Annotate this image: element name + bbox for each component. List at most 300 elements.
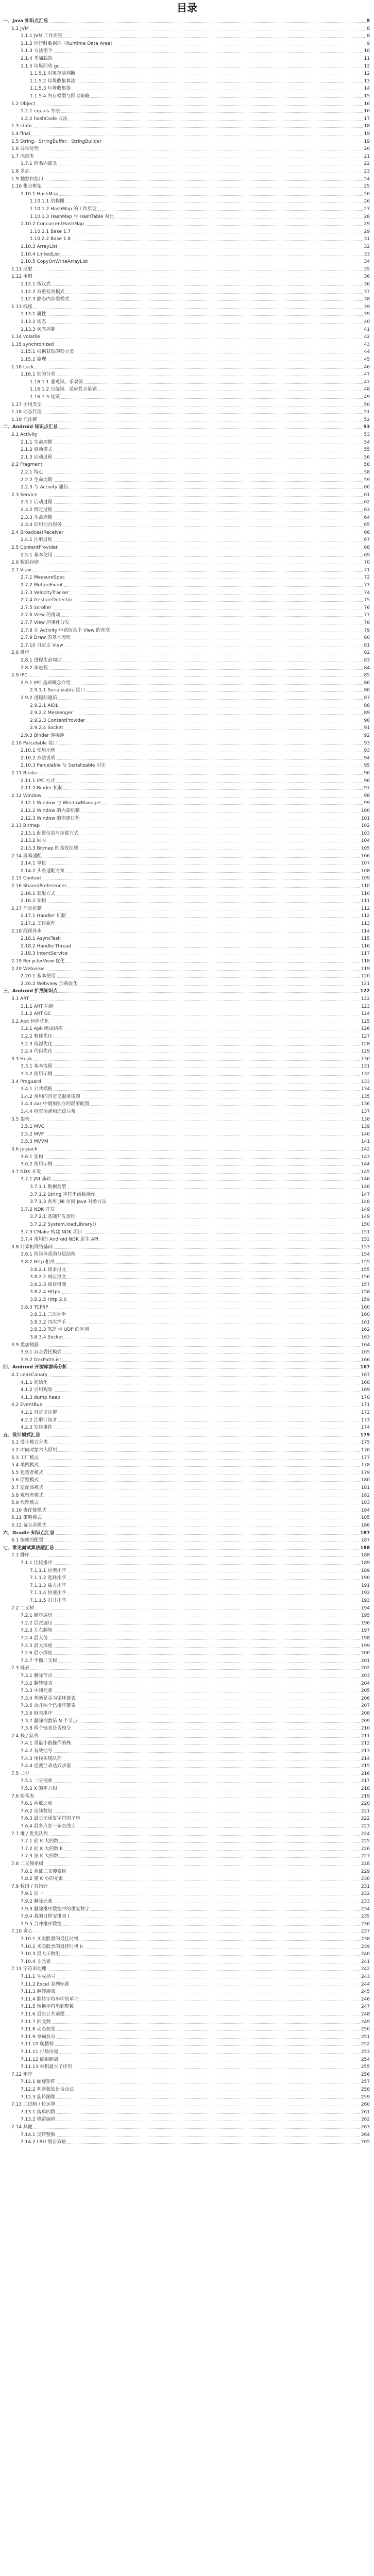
toc-entry[interactable]: [30, 1221, 370, 1228]
toc-entry[interactable]: [21, 2094, 370, 2101]
toc-entry[interactable]: [21, 446, 370, 453]
toc-entry[interactable]: [11, 905, 370, 912]
toc-entry[interactable]: [11, 2124, 370, 2131]
toc-entry[interactable]: [11, 1116, 370, 1123]
toc-entry[interactable]: [11, 1665, 370, 1672]
toc-entry[interactable]: [30, 1266, 370, 1274]
toc-entry[interactable]: [21, 830, 370, 837]
toc-entry-title: 7.11.12 编辑距离: [21, 2057, 59, 2062]
toc-entry[interactable]: [21, 1131, 370, 1138]
toc-entry[interactable]: [21, 732, 370, 739]
toc-entry[interactable]: [21, 943, 370, 950]
toc-entry[interactable]: [21, 1687, 370, 1694]
toc-entry[interactable]: [11, 1514, 370, 1521]
toc-entry[interactable]: [30, 724, 370, 732]
toc-entry[interactable]: [21, 1672, 370, 1680]
toc-entry[interactable]: [21, 747, 370, 754]
toc-entry[interactable]: [21, 1996, 370, 2003]
toc-entry[interactable]: [21, 1845, 370, 1853]
toc-entry[interactable]: [21, 311, 370, 318]
toc-entry[interactable]: [21, 1890, 370, 1897]
toc-entry[interactable]: [21, 1635, 370, 1642]
toc-entry[interactable]: [21, 191, 370, 198]
toc-entry[interactable]: [11, 965, 370, 973]
toc-entry[interactable]: [30, 70, 370, 77]
toc-entry[interactable]: [21, 514, 370, 521]
toc-entry[interactable]: [11, 958, 370, 965]
toc-entry[interactable]: [30, 1274, 370, 1281]
toc-entry[interactable]: [21, 1981, 370, 1988]
toc-entry[interactable]: [11, 100, 370, 108]
toc-entry[interactable]: [21, 63, 370, 70]
toc-entry[interactable]: [21, 665, 370, 672]
toc-entry[interactable]: [21, 506, 370, 514]
toc-entry[interactable]: [21, 1236, 370, 1243]
toc-entry[interactable]: [30, 1191, 370, 1198]
toc-entry[interactable]: [21, 1560, 370, 1567]
toc-entry[interactable]: [21, 108, 370, 115]
toc-entry[interactable]: [11, 1883, 370, 1890]
toc-entry[interactable]: [21, 2003, 370, 2010]
toc-entry[interactable]: [21, 251, 370, 258]
toc-entry[interactable]: [21, 912, 370, 920]
toc-entry[interactable]: [21, 1123, 370, 1130]
toc-entry[interactable]: [21, 1620, 370, 1627]
toc-entry[interactable]: [21, 2056, 370, 2063]
toc-entry[interactable]: [21, 1808, 370, 1815]
toc-entry[interactable]: [30, 1582, 370, 1589]
toc-entry[interactable]: [21, 2109, 370, 2116]
toc-entry[interactable]: [21, 348, 370, 355]
toc-entry[interactable]: [21, 160, 370, 167]
toc-entry[interactable]: [11, 649, 370, 656]
toc-entry[interactable]: [21, 1702, 370, 1709]
toc-entry[interactable]: [21, 1251, 370, 1258]
toc-entry[interactable]: [21, 973, 370, 980]
toc-entry[interactable]: [11, 461, 370, 468]
toc-entry[interactable]: [11, 883, 370, 890]
toc-entry[interactable]: [30, 1289, 370, 1296]
toc-entry-page-number: 154: [361, 1252, 370, 1258]
toc-entry[interactable]: [30, 709, 370, 717]
toc-entry-title: 1.7.1 匿名内部类: [21, 161, 57, 167]
toc-entry[interactable]: [21, 1988, 370, 1995]
toc-entry[interactable]: [21, 499, 370, 506]
toc-entry[interactable]: [21, 897, 370, 905]
toc-entry[interactable]: [11, 1168, 370, 1176]
toc-entry[interactable]: [30, 702, 370, 709]
toc-entry[interactable]: [21, 2078, 370, 2086]
toc-entry[interactable]: [11, 1770, 370, 1777]
toc-entry[interactable]: [21, 2011, 370, 2018]
toc-entry-page-number: 62: [364, 500, 370, 505]
toc-entry[interactable]: [11, 1552, 370, 1559]
toc-entry[interactable]: [21, 1853, 370, 1860]
toc-entry[interactable]: [11, 1342, 370, 1349]
toc-entry[interactable]: [11, 1056, 370, 1063]
toc-entry[interactable]: [21, 1063, 370, 1070]
toc-entry[interactable]: [11, 995, 370, 1003]
toc-entry[interactable]: [21, 1048, 370, 1055]
toc-entry[interactable]: [21, 1417, 370, 1424]
toc-entry[interactable]: [21, 1725, 370, 1732]
toc-entry-page-number: 160: [361, 1304, 370, 1310]
toc-entry[interactable]: [21, 484, 370, 491]
toc-entry[interactable]: [11, 1492, 370, 1499]
toc-entry[interactable]: [21, 1033, 370, 1040]
toc-entry[interactable]: [11, 2071, 370, 2078]
toc-entry[interactable]: [11, 1484, 370, 1492]
toc-entry[interactable]: [21, 845, 370, 852]
toc-entry[interactable]: [3, 1530, 370, 1537]
toc-entry[interactable]: [21, 318, 370, 326]
toc-entry[interactable]: [21, 755, 370, 762]
toc-entry[interactable]: [21, 1409, 370, 1416]
toc-entry[interactable]: [21, 627, 370, 634]
toc-entry[interactable]: [11, 153, 370, 160]
toc-entry[interactable]: [21, 1386, 370, 1394]
toc-entry[interactable]: [11, 770, 370, 777]
toc-entry[interactable]: [21, 1379, 370, 1386]
toc-entry[interactable]: [30, 394, 370, 401]
toc-entry[interactable]: [21, 2033, 370, 2041]
toc-entry[interactable]: [21, 1003, 370, 1010]
toc-entry[interactable]: [21, 1838, 370, 1845]
toc-entry[interactable]: [21, 1627, 370, 1634]
toc-entry[interactable]: [21, 326, 370, 333]
toc-entry[interactable]: [21, 2041, 370, 2048]
toc-entry[interactable]: [21, 2139, 370, 2146]
toc-entry-page-number: 26: [364, 199, 370, 205]
toc-entry[interactable]: [21, 680, 370, 687]
toc-entry[interactable]: [3, 1364, 370, 1371]
toc-entry[interactable]: [30, 1213, 370, 1221]
toc-entry[interactable]: [21, 289, 370, 296]
toc-entry[interactable]: [21, 258, 370, 265]
toc-entry[interactable]: [30, 386, 370, 393]
toc-entry[interactable]: [21, 1071, 370, 1078]
toc-entry[interactable]: [21, 1755, 370, 1762]
toc-entry[interactable]: [21, 1973, 370, 1980]
toc-entry[interactable]: [11, 1860, 370, 1868]
toc-entry[interactable]: [11, 1078, 370, 1086]
toc-entry[interactable]: [21, 1093, 370, 1100]
toc-entry[interactable]: [21, 521, 370, 529]
toc-entry[interactable]: [11, 492, 370, 499]
toc-entry[interactable]: [21, 1800, 370, 1807]
toc-entry[interactable]: [30, 1296, 370, 1303]
toc-entry[interactable]: [11, 1018, 370, 1025]
toc-entry[interactable]: [11, 1401, 370, 1409]
toc-entry[interactable]: [21, 800, 370, 807]
toc-entry[interactable]: [30, 1281, 370, 1289]
toc-entry[interactable]: [30, 687, 370, 694]
toc-entry[interactable]: [11, 1447, 370, 1454]
toc-entry[interactable]: [21, 837, 370, 844]
toc-entry[interactable]: [21, 619, 370, 626]
toc-entry[interactable]: [11, 1469, 370, 1477]
toc-entry[interactable]: [11, 792, 370, 800]
toc-entry[interactable]: [30, 85, 370, 92]
toc-entry-page-number: 142: [361, 1147, 370, 1152]
toc-entry-title: 7.4.3 用栈实现队列: [21, 1756, 62, 1761]
toc-entry[interactable]: [21, 552, 370, 559]
toc-entry[interactable]: [21, 2019, 370, 2026]
toc-entry[interactable]: [21, 1936, 370, 1943]
toc-entry[interactable]: [21, 1304, 370, 1311]
toc-entry[interactable]: [3, 1545, 370, 1552]
toc-entry[interactable]: [21, 1762, 370, 1770]
toc-entry[interactable]: [11, 168, 370, 175]
toc-entry[interactable]: [30, 717, 370, 724]
toc-entry[interactable]: [11, 1831, 370, 1838]
toc-entry[interactable]: [21, 950, 370, 957]
toc-entry[interactable]: [21, 115, 370, 123]
toc-entry[interactable]: [30, 1597, 370, 1604]
toc-entry[interactable]: [11, 2101, 370, 2108]
toc-entry[interactable]: [21, 1154, 370, 1161]
toc-entry[interactable]: [11, 416, 370, 423]
toc-entry[interactable]: [30, 235, 370, 243]
toc-entry[interactable]: [30, 228, 370, 235]
toc-entry-title: 7.2.5 最大深度: [21, 1643, 53, 1649]
toc-entry[interactable]: [11, 1733, 370, 1740]
toc-entry[interactable]: [21, 1259, 370, 1266]
toc-entry[interactable]: [11, 25, 370, 32]
toc-entry-title: 1.10.1 HashMap: [21, 191, 59, 197]
toc-entry[interactable]: [11, 544, 370, 551]
toc-entry[interactable]: [21, 1176, 370, 1183]
toc-entry[interactable]: [21, 477, 370, 484]
toc-entry[interactable]: [21, 1025, 370, 1032]
toc-entry[interactable]: [11, 529, 370, 536]
toc-entry[interactable]: [21, 1041, 370, 1048]
toc-entry[interactable]: [21, 762, 370, 769]
toc-entry[interactable]: [21, 860, 370, 867]
toc-entry-page-number: 170: [361, 1395, 370, 1400]
toc-entry[interactable]: [21, 1777, 370, 1785]
toc-entry[interactable]: [21, 1823, 370, 1830]
toc-entry[interactable]: [21, 1951, 370, 1958]
toc-entry[interactable]: [21, 597, 370, 604]
toc-entry[interactable]: [21, 281, 370, 288]
toc-entry[interactable]: [30, 379, 370, 386]
toc-entry[interactable]: [11, 928, 370, 935]
toc-entry[interactable]: [30, 1334, 370, 1341]
toc-entry[interactable]: [21, 1229, 370, 1236]
toc-entry[interactable]: [21, 1680, 370, 1687]
toc-entry[interactable]: [3, 1432, 370, 1439]
toc-entry[interactable]: [21, 356, 370, 363]
toc-entry[interactable]: [11, 1793, 370, 1800]
toc-entry[interactable]: [21, 454, 370, 461]
toc-entry[interactable]: [21, 1921, 370, 1928]
toc-entry-title: 1.2.2 hashCode 方法: [21, 116, 68, 122]
toc-entry[interactable]: [21, 694, 370, 702]
toc-entry[interactable]: [11, 273, 370, 280]
toc-entry[interactable]: [11, 1537, 370, 1544]
toc-entry[interactable]: [30, 93, 370, 100]
toc-entry[interactable]: [11, 1965, 370, 1973]
toc-entry[interactable]: [21, 221, 370, 228]
toc-entry[interactable]: [21, 935, 370, 942]
toc-entry[interactable]: [11, 1371, 370, 1379]
toc-entry[interactable]: [21, 1349, 370, 1356]
toc-entry[interactable]: [3, 988, 370, 995]
toc-entry[interactable]: [21, 1108, 370, 1115]
toc-entry[interactable]: [21, 371, 370, 378]
toc-entry[interactable]: [11, 130, 370, 138]
toc-entry[interactable]: [11, 176, 370, 183]
toc-entry[interactable]: [21, 604, 370, 612]
toc-entry[interactable]: [11, 1507, 370, 1514]
toc-entry[interactable]: [21, 1357, 370, 1364]
toc-entry[interactable]: [21, 55, 370, 62]
toc-entry[interactable]: [21, 1958, 370, 1965]
toc-entry[interactable]: [11, 1605, 370, 1612]
toc-entry[interactable]: [11, 853, 370, 860]
toc-entry[interactable]: [30, 1567, 370, 1574]
toc-entry[interactable]: [11, 1928, 370, 1935]
toc-entry[interactable]: [11, 145, 370, 152]
toc-entry[interactable]: [21, 657, 370, 664]
toc-entry[interactable]: [21, 612, 370, 619]
toc-entry[interactable]: [21, 1010, 370, 1018]
toc-entry[interactable]: [21, 777, 370, 785]
toc-entry[interactable]: [21, 2026, 370, 2033]
toc-entry[interactable]: [21, 807, 370, 815]
toc-entry[interactable]: [21, 1898, 370, 1905]
toc-entry[interactable]: [21, 2063, 370, 2071]
toc-entry[interactable]: [21, 2116, 370, 2123]
toc-entry[interactable]: [21, 1086, 370, 1093]
toc-entry[interactable]: [11, 333, 370, 341]
toc-entry[interactable]: [11, 1146, 370, 1153]
toc-entry[interactable]: [21, 1612, 370, 1619]
toc-entry[interactable]: [11, 183, 370, 190]
toc-entry[interactable]: [30, 1326, 370, 1333]
toc-entry[interactable]: [21, 1695, 370, 1702]
toc-entry[interactable]: [21, 439, 370, 446]
toc-entry[interactable]: [21, 1740, 370, 1747]
toc-entry[interactable]: [21, 1906, 370, 1913]
toc-entry[interactable]: [21, 1710, 370, 1717]
toc-entry[interactable]: [21, 47, 370, 55]
toc-entry[interactable]: [21, 1913, 370, 1920]
toc-entry[interactable]: [21, 582, 370, 589]
toc-entry-page-number: 221: [361, 1808, 370, 1814]
toc-entry[interactable]: [11, 1244, 370, 1251]
toc-entry[interactable]: [21, 920, 370, 927]
toc-entry[interactable]: [11, 266, 370, 273]
toc-entry[interactable]: [30, 206, 370, 213]
toc-entry[interactable]: [21, 40, 370, 47]
toc-entry[interactable]: [21, 1657, 370, 1665]
toc-entry[interactable]: [21, 2086, 370, 2093]
toc-entry[interactable]: [21, 1206, 370, 1213]
toc-entry[interactable]: [21, 1138, 370, 1145]
toc-entry[interactable]: [11, 1477, 370, 1484]
toc-entry[interactable]: [21, 296, 370, 303]
toc-entry[interactable]: [21, 1100, 370, 1108]
toc-entry[interactable]: [21, 1161, 370, 1168]
toc-entry[interactable]: [21, 868, 370, 875]
toc-entry[interactable]: [21, 1943, 370, 1951]
toc-entry[interactable]: [11, 303, 370, 311]
toc-entry[interactable]: [11, 822, 370, 829]
toc-entry[interactable]: [11, 875, 370, 882]
toc-entry[interactable]: [3, 423, 370, 431]
toc-entry[interactable]: [21, 2048, 370, 2056]
toc-entry[interactable]: [11, 123, 370, 130]
toc-entry[interactable]: [30, 213, 370, 221]
toc-entry[interactable]: [30, 78, 370, 85]
toc-entry[interactable]: [11, 672, 370, 679]
toc-entry[interactable]: [21, 815, 370, 822]
toc-entry[interactable]: [21, 1394, 370, 1401]
toc-entry[interactable]: [21, 469, 370, 476]
toc-entry[interactable]: [21, 1815, 370, 1822]
toc-entry[interactable]: [30, 1319, 370, 1326]
toc-entry[interactable]: [21, 980, 370, 988]
toc-entry[interactable]: [21, 1868, 370, 1875]
toc-entry[interactable]: [30, 198, 370, 205]
toc-entry[interactable]: [21, 1785, 370, 1792]
toc-entry[interactable]: [21, 32, 370, 40]
toc-entry[interactable]: [11, 138, 370, 145]
toc-entry[interactable]: [30, 1574, 370, 1582]
toc-entry-title: 2.7.6 View 的滑动: [21, 613, 60, 618]
toc-entry[interactable]: [30, 1183, 370, 1191]
toc-entry[interactable]: [11, 431, 370, 438]
toc-entry[interactable]: [21, 1718, 370, 1725]
toc-entry[interactable]: [21, 890, 370, 897]
toc-entry[interactable]: [11, 559, 370, 566]
toc-entry[interactable]: [21, 589, 370, 597]
toc-entry[interactable]: [21, 1748, 370, 1755]
toc-entry[interactable]: [21, 536, 370, 544]
toc-entry[interactable]: [30, 1589, 370, 1597]
toc-entry[interactable]: [21, 1875, 370, 1883]
toc-entry[interactable]: [11, 401, 370, 409]
toc-entry[interactable]: [11, 1454, 370, 1462]
toc-entry[interactable]: [11, 1439, 370, 1446]
toc-entry[interactable]: [11, 567, 370, 574]
toc-entry-title: 4.2 EventBus: [11, 1402, 42, 1408]
toc-entry-title: 2.10.1 使用示例: [21, 748, 56, 754]
toc-entry[interactable]: [11, 364, 370, 371]
toc-entry[interactable]: [11, 341, 370, 348]
toc-entry[interactable]: [21, 785, 370, 792]
toc-entry[interactable]: [11, 1499, 370, 1506]
toc-entry[interactable]: [11, 1522, 370, 1529]
toc-entry[interactable]: [21, 642, 370, 649]
toc-entry[interactable]: [21, 1424, 370, 1431]
toc-entry-title: 7.2 二叉树: [11, 1605, 35, 1611]
toc-entry[interactable]: [30, 1311, 370, 1318]
toc-entry[interactable]: [21, 2131, 370, 2139]
toc-entry[interactable]: [11, 1462, 370, 1469]
toc-entry[interactable]: [21, 634, 370, 641]
toc-entry[interactable]: [11, 409, 370, 416]
toc-entry[interactable]: [21, 1650, 370, 1657]
toc-entry[interactable]: [3, 18, 370, 25]
toc-entry[interactable]: [30, 1198, 370, 1206]
toc-entry[interactable]: [11, 740, 370, 747]
toc-entry[interactable]: [21, 243, 370, 250]
toc-entry[interactable]: [21, 1642, 370, 1650]
toc-entry[interactable]: [21, 574, 370, 581]
